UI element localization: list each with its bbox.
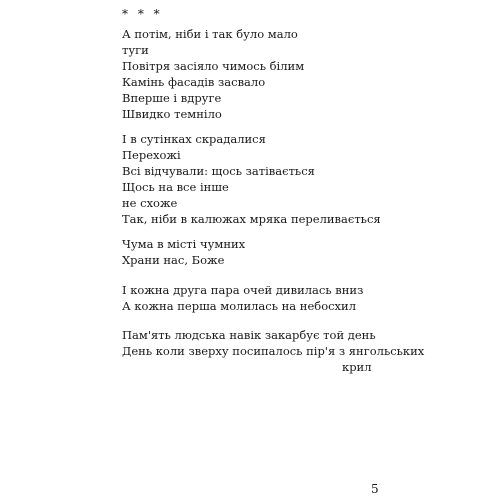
poem-line: Вперше і вдруге bbox=[122, 91, 222, 105]
poem-line: А кожна перша молилась на небосхил bbox=[122, 299, 357, 313]
poem-line: Перехожі bbox=[122, 148, 181, 162]
poem-line: Швидко темніло bbox=[122, 107, 222, 121]
poem-line: А потім, ніби і так було мало bbox=[122, 27, 298, 41]
poem-line: не схоже bbox=[122, 196, 178, 210]
poem-line: І в сутінках скрадалися bbox=[122, 132, 266, 146]
section-separator: * * * bbox=[122, 7, 163, 21]
poem-line: Так, ніби в калюжах мряка переливається bbox=[122, 212, 381, 226]
stanza-5 bbox=[122, 327, 425, 374]
stanza-4 bbox=[122, 282, 363, 314]
poem-line: Повітря засіяло чимось білим bbox=[122, 59, 305, 73]
poem-line: Чума в місті чумних bbox=[122, 237, 246, 251]
poem-line: День коли зверху посипалось пір'я з янгольських bbox=[122, 344, 425, 358]
stanza-3 bbox=[122, 236, 245, 268]
poem-line: Камінь фасадів засвало bbox=[122, 75, 266, 89]
poem-line: Храни нас, Боже bbox=[122, 253, 225, 267]
page-number: 5 bbox=[371, 482, 379, 496]
poem-line: Всі відчували: щось затівається bbox=[122, 164, 315, 178]
poem-line: Щось на все інше bbox=[122, 180, 229, 194]
stanza-2 bbox=[122, 131, 381, 227]
stanza-1 bbox=[122, 26, 304, 122]
poem-line: І кожна друга пара очей дивилась вниз bbox=[122, 283, 364, 297]
poem-line-runover: крил bbox=[342, 360, 372, 374]
poem-line: туги bbox=[122, 43, 149, 57]
poem-line: Пам'ять людська навік закарбує той день bbox=[122, 328, 376, 342]
